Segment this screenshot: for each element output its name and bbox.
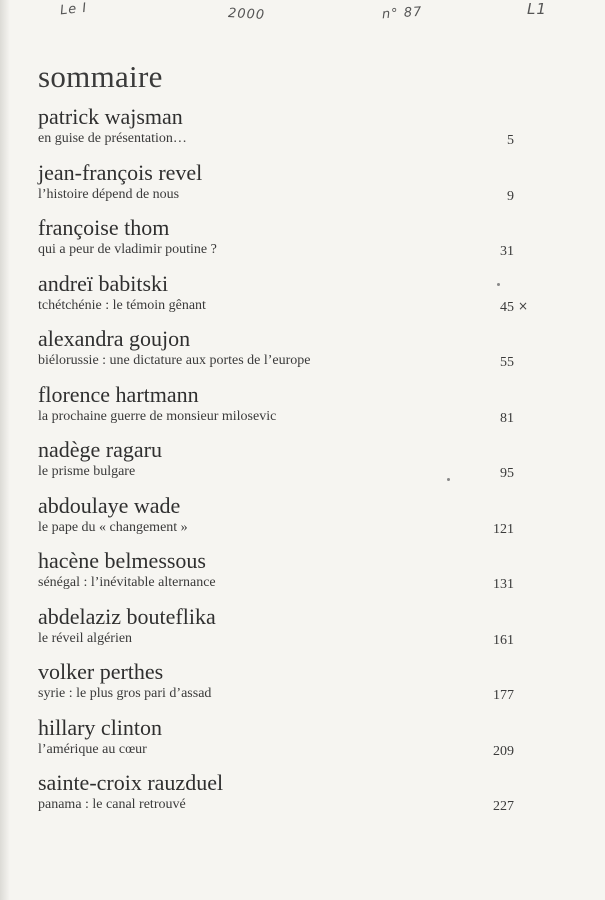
- handwritten-note: n° 87: [381, 4, 423, 23]
- entry-page-number: 5: [507, 133, 514, 148]
- entry-author: sainte-croix rauzduel: [38, 770, 224, 795]
- entry-page-number: 121: [493, 521, 514, 537]
- entry-page-number: 227: [493, 799, 514, 814]
- entry-author: volker perthes: [38, 659, 164, 684]
- paper-speck: [497, 283, 500, 286]
- entry-author: abdelaziz bouteflika: [38, 603, 216, 629]
- toc-entry: [0, 770, 605, 826]
- entry-article-title: syrie : le plus gros pari d’assad: [38, 686, 212, 701]
- entry-page-number: 55: [500, 355, 514, 370]
- entry-page-number: 95: [500, 466, 514, 481]
- entry-author: nadège ragaru: [38, 437, 162, 462]
- toc-entry: [0, 437, 605, 493]
- toc-entry: [0, 271, 605, 327]
- entry-article-title: en guise de présentation…: [38, 131, 187, 146]
- toc-entry: [0, 382, 605, 438]
- entry-author: florence hartmann: [38, 381, 199, 407]
- entry-article-title: le pape du « changement »: [38, 519, 188, 535]
- entry-article-title: panama : le canal retrouvé: [38, 797, 186, 812]
- entry-author: françoise thom: [38, 215, 170, 240]
- handwritten-margin-mark: ×: [518, 298, 529, 313]
- entry-article-title: le réveil algérien: [38, 630, 133, 646]
- entry-author: alexandra goujon: [38, 326, 191, 351]
- entry-article-title: la prochaine guerre de monsieur milosevic: [38, 408, 277, 424]
- toc-entry: [0, 659, 605, 715]
- handwritten-note: L1: [527, 0, 547, 18]
- toc-entry: [0, 715, 605, 771]
- entry-article-title: l’amérique au cœur: [38, 741, 147, 757]
- entry-page-number: 161: [493, 632, 514, 648]
- paper-speck: [447, 478, 450, 481]
- entry-article-title: qui a peur de vladimir poutine ?: [38, 242, 217, 257]
- toc-entry: [0, 548, 605, 604]
- entry-author: patrick wajsman: [38, 104, 183, 129]
- entry-author: hacène belmessous: [38, 548, 206, 573]
- toc-entry: [0, 326, 605, 382]
- toc-entry: [0, 493, 605, 549]
- entry-article-title: l’histoire dépend de nous: [38, 186, 180, 202]
- entry-page-number: 45: [500, 299, 514, 315]
- entry-article-title: le prisme bulgare: [38, 464, 136, 479]
- entry-page-number: 209: [493, 743, 514, 759]
- toc-entry: [0, 215, 605, 271]
- entry-article-title: biélorussie : une dictature aux portes de l’europe: [38, 353, 311, 368]
- entry-author: jean-françois revel: [38, 159, 203, 185]
- page-title: sommaire: [38, 58, 163, 94]
- toc-entry: [0, 604, 605, 660]
- entry-author: abdoulaye wade: [38, 492, 181, 518]
- entry-article-title: sénégal : l’inévitable alternance: [38, 575, 216, 590]
- entry-page-number: 9: [507, 188, 514, 204]
- table-of-contents: [0, 104, 605, 826]
- entry-article-title: tchétchénie : le témoin gênant: [38, 297, 206, 313]
- handwritten-note: Le I: [59, 0, 88, 19]
- entry-page-number: 131: [493, 577, 514, 592]
- entry-author: andreï babitski: [38, 270, 169, 296]
- entry-page-number: 81: [500, 410, 514, 426]
- entry-page-number: 177: [493, 688, 514, 703]
- toc-entry: [0, 160, 605, 216]
- entry-page-number: 31: [500, 244, 514, 259]
- entry-author: hillary clinton: [38, 714, 163, 740]
- toc-entry: [0, 104, 605, 160]
- handwritten-note: 2000: [227, 6, 266, 23]
